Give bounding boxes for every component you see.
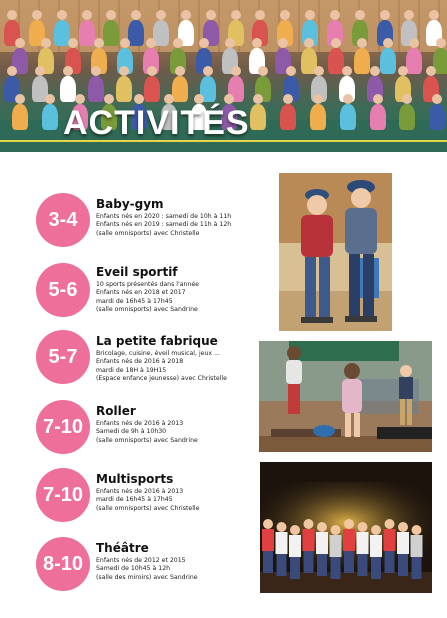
child-head [104, 94, 114, 104]
activity-detail: mardi de 16h45 à 17h45 [96, 496, 173, 504]
activity-detail: mardi de 18H à 19H15 [96, 366, 167, 374]
child-head [357, 38, 367, 48]
child-figure [60, 76, 76, 102]
child-head [231, 10, 241, 20]
activity-detail: (salle omnisports) avec Sandrine [96, 305, 198, 313]
actor-legs [398, 554, 408, 576]
child-figure [399, 104, 415, 130]
activity-detail: Enfants nés en 2018 et 2017 [96, 289, 186, 297]
child-figure [370, 104, 386, 130]
child-figure [340, 104, 356, 130]
actor-body [289, 535, 301, 557]
child-figure [42, 104, 58, 130]
child-figure [280, 104, 296, 130]
child-head [94, 38, 104, 48]
child-head [355, 10, 365, 20]
child-head [156, 10, 166, 20]
child-head [147, 66, 157, 76]
activity-detail: Enfants nés de 2016 à 2013 [96, 420, 184, 427]
actor-legs [263, 551, 273, 573]
activity-detail: Enfants nés de 2016 à 2013 [96, 488, 184, 495]
activity-detail: Enfants nés en 2020 : samedi de 10h à 11h [96, 213, 232, 220]
actor-legs [344, 551, 354, 573]
actor-legs [290, 557, 300, 579]
activity-title: Roller [96, 404, 136, 418]
actor-head [304, 519, 314, 529]
activity-text [96, 265, 271, 314]
child-figure [128, 20, 144, 46]
child-figure [250, 104, 266, 130]
actor-head [398, 522, 408, 532]
child-head [370, 66, 380, 76]
actor-body [384, 529, 396, 551]
child-head [134, 94, 144, 104]
age-badge: 5-7 [36, 330, 90, 384]
child-head [57, 10, 67, 20]
actor-head [317, 522, 327, 532]
child-figure [12, 104, 28, 130]
child-head [252, 38, 262, 48]
hero-bottom-border [0, 152, 447, 156]
actor-body [411, 535, 423, 557]
child-figure [79, 20, 95, 46]
actor-legs [371, 557, 381, 579]
child-head [181, 10, 191, 20]
child-figure [406, 48, 422, 74]
child-head [206, 10, 216, 20]
activity-detail: 10 sports présentés dans l'année [96, 281, 199, 288]
child-head [7, 10, 17, 20]
activity-detail: Samedi de 10h45 à 12h [96, 565, 171, 573]
actor-body [276, 532, 288, 554]
actor-body [370, 535, 382, 557]
child-figure [88, 76, 104, 102]
activity-text [96, 404, 271, 445]
child-figure [103, 20, 119, 46]
activity-detail: (salle omnisports) avec Christelle [96, 504, 200, 512]
child-head [119, 66, 129, 76]
child-head [314, 66, 324, 76]
activity-title: La petite fabrique [96, 334, 218, 348]
child-figure [116, 76, 132, 102]
child-head [432, 94, 442, 104]
actor-head [371, 525, 381, 535]
age-badge: 7-10 [36, 468, 90, 522]
child-figure [354, 48, 370, 74]
actor-legs [412, 557, 422, 579]
child-head [91, 66, 101, 76]
child-figure [172, 76, 188, 102]
child-head [342, 66, 352, 76]
child-head [278, 38, 288, 48]
actor-legs [358, 554, 368, 576]
actor-legs [277, 554, 287, 576]
activity-detail: (salle omnisports) avec Sandrine [96, 436, 198, 444]
activity-detail: (Espace enfance jeunesse) avec Christelle [96, 374, 227, 382]
actor-head [344, 519, 354, 529]
child-head [331, 38, 341, 48]
child-head [35, 66, 45, 76]
child-head [283, 94, 293, 104]
child-head [231, 66, 241, 76]
activity-detail: Samedi de 9h à 10h30 [96, 428, 167, 436]
child-head [398, 66, 408, 76]
child-head [175, 66, 185, 76]
child-head [380, 10, 390, 20]
child-head [426, 66, 436, 76]
actor-legs [317, 554, 327, 576]
actor-legs [304, 551, 314, 573]
actor-body [262, 529, 274, 551]
actor-body [330, 535, 342, 557]
activity-text [96, 197, 271, 238]
child-head [343, 94, 353, 104]
actor-legs [385, 551, 395, 573]
activity-detail: Bricolage, cuisine, éveil musical, jeux ... [96, 350, 220, 357]
hero-photo [0, 0, 447, 156]
child-head [194, 94, 204, 104]
child-head [313, 94, 323, 104]
activity-detail: mardi de 16h45 à 17h45 [96, 297, 173, 305]
activity-title: Multisports [96, 472, 174, 486]
age-badge: 8-10 [36, 537, 90, 591]
child-head [63, 66, 73, 76]
page-title: ACTIVITÉS [63, 104, 250, 142]
photo-two-boys [279, 173, 392, 331]
child-figure [380, 48, 396, 74]
child-head [224, 94, 234, 104]
photo-theatre-drawing [260, 462, 432, 593]
child-head [15, 94, 25, 104]
age-badge: 7-10 [36, 400, 90, 454]
actor-legs [331, 557, 341, 579]
activity-title: Eveil sportif [96, 265, 178, 279]
child-figure [310, 104, 326, 130]
photo-gymnastics-drawing [259, 341, 432, 452]
child-head [68, 38, 78, 48]
activity-text [96, 334, 271, 383]
activity-detail: (salle omnisports) avec Christelle [96, 229, 200, 237]
child-head [15, 38, 25, 48]
child-head [164, 94, 174, 104]
activity-detail: (salle des miroirs) avec Sandrine [96, 573, 198, 581]
photo-two-boys-drawing [279, 173, 392, 331]
child-head [45, 94, 55, 104]
child-head [305, 10, 315, 20]
child-figure [328, 48, 344, 74]
actor-head [331, 525, 341, 535]
child-head [258, 66, 268, 76]
actor-head [263, 519, 273, 529]
child-head [436, 38, 446, 48]
actor-body [357, 532, 369, 554]
child-head [330, 10, 340, 20]
age-badge: 3-4 [36, 193, 90, 247]
activity-detail: Enfants nés en 2019 : samedi de 11h à 12h [96, 221, 232, 229]
child-head [173, 38, 183, 48]
photo-gymnastics [259, 341, 432, 452]
actor-body [316, 532, 328, 554]
actor-head [385, 519, 395, 529]
activity-detail: Enfants nés de 2012 et 2015 [96, 557, 186, 564]
age-badge: 5-6 [36, 263, 90, 317]
actor-body [303, 529, 315, 551]
child-figure [429, 104, 445, 130]
actor-head [290, 525, 300, 535]
child-head [7, 66, 17, 76]
child-head [82, 10, 92, 20]
child-head [32, 10, 42, 20]
actor-body [397, 532, 409, 554]
child-head [75, 94, 85, 104]
child-head [373, 94, 383, 104]
activity-text [96, 541, 271, 582]
activity-title: Théâtre [96, 541, 149, 555]
actor-head [358, 522, 368, 532]
child-head [203, 66, 213, 76]
child-head [286, 66, 296, 76]
actor-body [343, 529, 355, 551]
child-figure [144, 76, 160, 102]
actor-head [277, 522, 287, 532]
activity-title: Baby-gym [96, 197, 164, 211]
child-head [402, 94, 412, 104]
photo-theatre [260, 462, 432, 593]
child-head [199, 38, 209, 48]
activity-text [96, 472, 271, 513]
activity-detail: Enfants nés de 2016 à 2018 [96, 358, 184, 366]
child-head [253, 94, 263, 104]
actor-head [412, 525, 422, 535]
